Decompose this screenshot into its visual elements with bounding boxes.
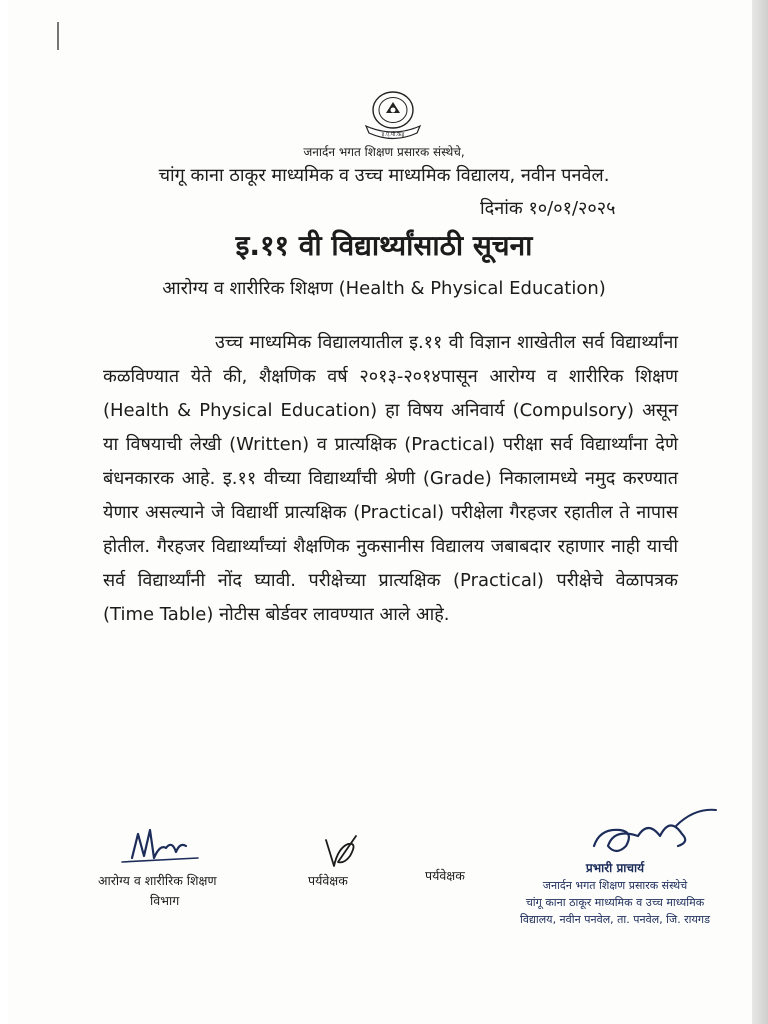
emblem-text: इ.ए.पी.कडू bbox=[381, 132, 405, 138]
school-name: चांगू काना ठाकूर माध्यमिक व उच्च माध्यमिक विद्यालय, नवीन पनवेल. bbox=[158, 165, 610, 186]
date-value: १०/०१/२०२५ bbox=[528, 198, 616, 219]
department-label-line2: विभाग bbox=[150, 893, 180, 908]
notice-title: इ.११ वी विद्यार्थ्यांसाठी सूचना bbox=[235, 229, 533, 262]
trust-name: जनार्दन भगत शिक्षण प्रसारक संस्थेचे, bbox=[303, 145, 465, 159]
principal-signature-icon bbox=[590, 806, 720, 862]
notice-date bbox=[480, 196, 615, 220]
department-signature-icon bbox=[120, 822, 200, 868]
principal-title: प्रभारी प्राचार्य bbox=[585, 861, 645, 875]
pen-mark bbox=[57, 22, 59, 50]
notice-subtitle: आरोग्य व शारीरिक शिक्षण (Health & Physical Education) bbox=[162, 278, 606, 299]
supervisor-signature-icon bbox=[320, 832, 364, 874]
department-label-line1: आरोग्य व शारीरिक शिक्षण bbox=[98, 873, 217, 888]
principal-trust: जनार्दन भगत शिक्षण प्रसारक संस्थेचे bbox=[542, 879, 688, 892]
notice-body: उच्च माध्यमिक विद्यालयातील इ.११ वी विज्ञान शाखेतील सर्व विद्यार्थ्यांना कळविण्यात येते की, शैक्षणिक वर्ष २०१३-२०१४पासून आरोग्य व शारीरिक शिक्षण (Health & Physical Education) हा विषय अनिवार्य (Compulsory) असून या विषयाची लेखी (Written) व प्रात्यक्षिक (Practical) परीक्षा सर्व विद्यार्थ्यांना देणे बंधनकारक आहे. इ.११ वीच्या विद्यार्थ्यांची श्रेणी (Grade) निकालामध्ये नमुद करण्यात येणार असल्याने जे विद्यार्थी प्रात्यक्षिक (Practical) परीक्षेला गैरहजर रहातील ते नापास होतील. गैरहजर विद्यार्थ्यांच्यां शैक्षणिक नुकसानीस विद्यालय जबाबदार रहाणार नाही याची सर्व विद्यार्थ्यांनी नोंद घ्यावी. परीक्षेच्या प्रात्यक्षिक (Practical) परीक्षेचे वेळापत्रक (Time Table) नोटीस बोर्डवर लावण्यात आले आहे. bbox=[103, 332, 678, 625]
supervisor-1-label: पर्यवेक्षक bbox=[308, 873, 348, 888]
principal-address: विद्यालय, नवीन पनवेल, ता. पनवेल, जि. रायगड bbox=[519, 913, 710, 926]
supervisor-2-label: पर्यवेक्षक bbox=[425, 868, 465, 883]
school-emblem-icon bbox=[362, 88, 424, 140]
principal-school: चांगू काना ठाकूर माध्यमिक व उच्च माध्यमिक bbox=[525, 896, 705, 909]
principal-block bbox=[500, 860, 730, 928]
date-label: दिनांक bbox=[480, 198, 523, 219]
